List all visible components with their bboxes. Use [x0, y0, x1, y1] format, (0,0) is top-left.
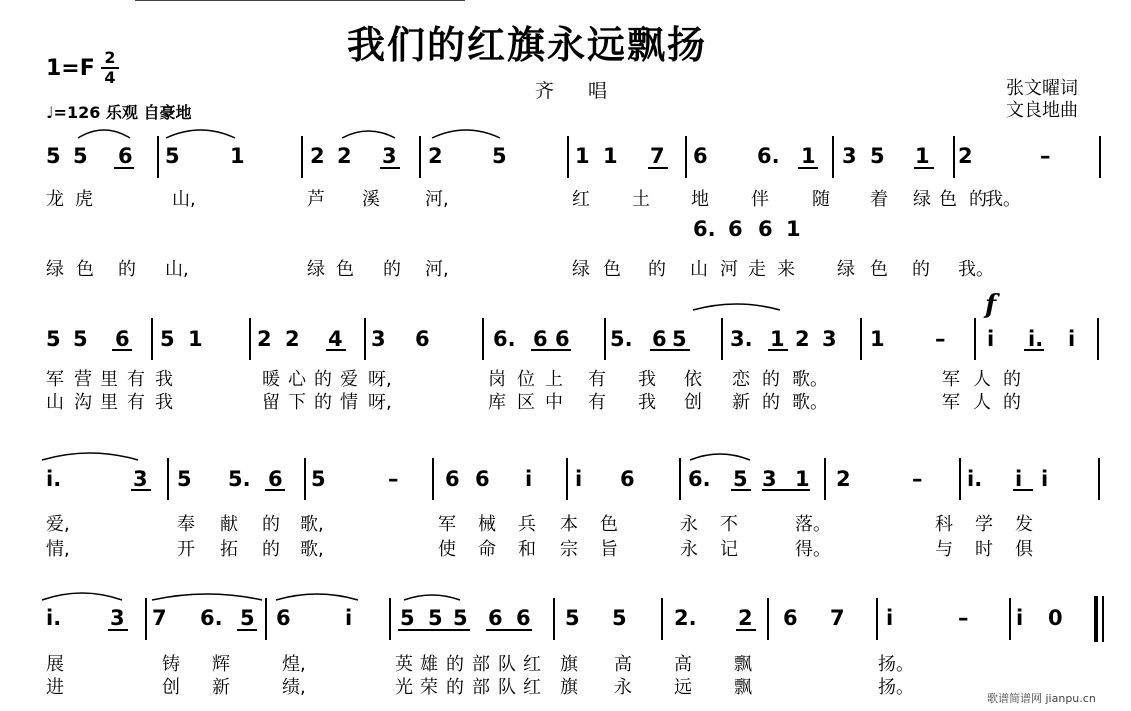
slur: [693, 304, 780, 310]
note: i: [575, 467, 583, 491]
lyric-verse2: 俱: [1015, 539, 1033, 560]
note: 1: [575, 144, 590, 168]
lyric: 岗: [488, 369, 506, 390]
note: –: [1040, 144, 1051, 168]
note: 2: [958, 144, 973, 168]
lyric-verse2: 新: [212, 677, 230, 698]
lyric-verse2: 情,: [46, 539, 70, 560]
lyricist-credit: 张文曜词: [1006, 78, 1078, 99]
lyric-verse2: 山: [46, 392, 64, 413]
slur: [432, 130, 500, 138]
lyric: 献: [220, 514, 238, 535]
lyric-verse2: 进: [46, 677, 64, 698]
note: 2: [310, 144, 325, 168]
lyric-verse2: 部: [472, 677, 490, 698]
lyric: 依: [684, 369, 702, 390]
lyric-verse2: 拓: [220, 539, 238, 560]
note: 7: [830, 606, 845, 630]
lyric: 歌。: [792, 369, 828, 390]
lyric-verse2: 色: [336, 259, 354, 280]
lyric-verse2: 的: [762, 392, 780, 413]
lyric: 落。: [795, 514, 831, 535]
lyric: 队: [498, 654, 516, 675]
lyric-verse2: 绩,: [282, 677, 306, 698]
lyric-verse2: 旨: [600, 539, 618, 560]
alt-note: 6: [758, 217, 773, 241]
lyric: 芦: [307, 189, 325, 210]
lyric: 色: [939, 189, 957, 210]
note: 3: [822, 327, 837, 351]
note: 6.: [200, 606, 223, 630]
lyric: 有: [127, 369, 145, 390]
lyric: 里: [100, 369, 118, 390]
lyric: 永: [680, 514, 698, 535]
note: 5: [46, 144, 61, 168]
note: 6: [783, 606, 798, 630]
lyric: 歌,: [300, 514, 324, 535]
lyric: 飘: [734, 654, 752, 675]
lyric-verse2: 的: [912, 259, 930, 280]
lyric-verse2: 色: [76, 259, 94, 280]
dynamic-forte: f: [985, 290, 997, 320]
note: 6.: [688, 467, 711, 491]
lyric-verse2: 歌。: [792, 392, 828, 413]
note: 3: [110, 606, 125, 630]
slur: [342, 131, 395, 138]
lyric-verse2: 使: [438, 539, 456, 560]
lyric-verse2: 永: [614, 677, 632, 698]
lyric-verse2: 歌,: [300, 539, 324, 560]
lyric: 爱: [340, 369, 358, 390]
lyric: 我。: [985, 189, 1021, 210]
note: 5: [492, 144, 507, 168]
lyric: 奉: [177, 514, 195, 535]
lyric-verse2: 绿: [572, 259, 590, 280]
note: 2: [428, 144, 443, 168]
lyric: 英: [395, 654, 413, 675]
lyric-verse2: 沟: [74, 392, 92, 413]
lyric: 学: [975, 514, 993, 535]
lyric: 色: [600, 514, 618, 535]
note: 5: [73, 327, 88, 351]
note: 6: [555, 327, 570, 351]
lyric-verse2: 光: [395, 677, 413, 698]
lyric-verse2: 区: [517, 392, 535, 413]
lyric-verse2: 我。: [958, 259, 994, 280]
note: i: [1041, 467, 1049, 491]
song-title: 我们的红旗永远飘扬: [347, 23, 708, 67]
lyric-verse2: 开: [177, 539, 195, 560]
lyric: 我: [638, 369, 656, 390]
note: 6: [652, 327, 667, 351]
note: 5: [165, 144, 180, 168]
lyric: 红: [572, 189, 590, 210]
lyric: 展: [46, 654, 64, 675]
lyric-verse2: 永: [680, 539, 698, 560]
lyric: 爱,: [46, 514, 70, 535]
note: 1: [795, 467, 810, 491]
note: 3: [133, 467, 148, 491]
note: –: [388, 467, 399, 491]
lyric: 的: [314, 369, 332, 390]
lyric: 营: [74, 369, 92, 390]
slur: [152, 594, 262, 600]
slur: [276, 594, 358, 600]
note: 5: [177, 467, 192, 491]
lyric-verse2: 走: [748, 259, 766, 280]
lyric-verse2: 绿: [307, 259, 325, 280]
note: 7: [152, 606, 167, 630]
lyric: 溪: [362, 189, 380, 210]
note: 2.: [674, 606, 697, 630]
note: 6: [276, 606, 291, 630]
note: 5: [240, 606, 255, 630]
lyric: 随: [812, 189, 830, 210]
note: 5: [428, 606, 443, 630]
note: 4: [328, 327, 343, 351]
lyric: 心: [288, 369, 306, 390]
lyric: 兵: [518, 514, 536, 535]
time-signature-top: 2: [104, 48, 116, 67]
note: 5: [453, 606, 468, 630]
note: –: [912, 467, 923, 491]
note: 3: [382, 144, 397, 168]
note: 1: [603, 144, 618, 168]
lyric-verse2: 的: [118, 259, 136, 280]
lyric: 的: [1003, 369, 1021, 390]
note: 6.: [493, 327, 516, 351]
key-signature: 1=F: [46, 56, 95, 81]
note: 5: [565, 606, 580, 630]
note: 5: [672, 327, 687, 351]
lyric-verse2: 里: [100, 392, 118, 413]
lyric: 绿: [913, 189, 931, 210]
lyric: 的: [762, 369, 780, 390]
lyric-verse2: 中: [545, 392, 563, 413]
note: i.: [46, 606, 62, 630]
lyric-verse2: 创: [684, 392, 702, 413]
note: 5.: [228, 467, 251, 491]
note: 6.: [757, 144, 780, 168]
note: 1: [230, 144, 245, 168]
lyric: 军: [46, 369, 64, 390]
lyric-verse2: 留: [262, 392, 280, 413]
lyric: 上: [545, 369, 563, 390]
lyric-verse2: 军: [942, 392, 960, 413]
lyric-verse2: 荣: [420, 677, 438, 698]
lyric: 人: [973, 369, 991, 390]
note: 1: [801, 144, 816, 168]
composer-credit: 文良地曲: [1006, 100, 1078, 121]
lyric-verse2: 宗: [560, 539, 578, 560]
lyric: 辉: [212, 654, 230, 675]
note: 6: [415, 327, 430, 351]
note: 2: [337, 144, 352, 168]
lyric: 本: [560, 514, 578, 535]
note: –: [935, 327, 946, 351]
note: 5: [311, 467, 326, 491]
note: i.: [1028, 327, 1044, 351]
note: 2: [285, 327, 300, 351]
note: 3: [762, 467, 777, 491]
lyric-verse2: 色: [870, 259, 888, 280]
lyric: 的: [969, 189, 987, 210]
lyric-verse2: 的: [314, 392, 332, 413]
lyric: 着: [870, 189, 888, 210]
lyric-verse2: 库: [488, 392, 506, 413]
lyric: 高: [614, 654, 632, 675]
note: 6: [693, 144, 708, 168]
watermark: 歌谱简谱网 jianpu.cn: [987, 692, 1096, 705]
note: 1: [770, 327, 785, 351]
note: 6: [268, 467, 283, 491]
note: 5: [160, 327, 175, 351]
note: 1: [915, 144, 930, 168]
lyric-verse2: 呀,: [368, 392, 392, 413]
lyric-verse2: 得。: [795, 539, 831, 560]
note: 5: [612, 606, 627, 630]
note: 6: [488, 606, 503, 630]
lyric: 扬。: [878, 654, 914, 675]
lyric-verse2: 新: [732, 392, 750, 413]
note: 5: [73, 144, 88, 168]
lyric: 土: [632, 189, 650, 210]
lyric-verse2: 的: [262, 539, 280, 560]
note: i: [1016, 606, 1024, 630]
note: 7: [650, 144, 665, 168]
note: 6: [118, 144, 133, 168]
note: 2: [738, 606, 753, 630]
lyric: 雄: [420, 654, 438, 675]
note: i: [886, 606, 894, 630]
lyric-verse2: 记: [720, 539, 738, 560]
slur: [404, 595, 460, 600]
note: 6: [475, 467, 490, 491]
slur: [42, 593, 122, 600]
slur: [166, 130, 235, 138]
note: i.: [46, 467, 62, 491]
lyric: 伴: [751, 189, 769, 210]
tempo-marking: ♩=126 乐观 自豪地: [46, 103, 192, 122]
lyric-verse2: 山: [690, 259, 708, 280]
lyric-verse2: 情: [340, 392, 358, 413]
note: 3: [371, 327, 386, 351]
lyric: 旗: [560, 654, 578, 675]
lyric-verse2: 河: [720, 259, 738, 280]
lyric: 军: [438, 514, 456, 535]
lyric-verse2: 的: [446, 677, 464, 698]
note: 6: [445, 467, 460, 491]
lyric-verse2: 有: [127, 392, 145, 413]
alt-note: 6: [728, 217, 743, 241]
slur: [78, 130, 130, 138]
lyric: 河,: [425, 189, 449, 210]
note: 2: [836, 467, 851, 491]
lyric: 的: [446, 654, 464, 675]
note: i: [987, 327, 995, 351]
lyric-verse2: 远: [674, 677, 692, 698]
note: 1: [870, 327, 885, 351]
lyric-verse2: 有: [588, 392, 606, 413]
lyric: 地: [691, 189, 709, 210]
lyric-verse2: 我: [638, 392, 656, 413]
lyric: 山,: [172, 189, 196, 210]
lyric-verse2: 来: [777, 259, 795, 280]
note: 6: [620, 467, 635, 491]
lyric-verse2: 创: [162, 677, 180, 698]
lyric: 呀,: [368, 369, 392, 390]
lyric: 的: [262, 514, 280, 535]
alt-note: 6.: [693, 217, 716, 241]
lyric-verse2: 与: [935, 539, 953, 560]
lyric-verse2: 山,: [165, 259, 189, 280]
slur: [42, 453, 138, 460]
note: i: [1015, 467, 1023, 491]
lyric-verse2: 绿: [837, 259, 855, 280]
note: 6: [533, 327, 548, 351]
note: i: [1068, 327, 1076, 351]
lyric-verse2: 下: [288, 392, 306, 413]
note: 5: [870, 144, 885, 168]
note: 5.: [610, 327, 633, 351]
lyric: 龙: [46, 189, 64, 210]
lyric-verse2: 我: [155, 392, 173, 413]
lyric-verse2: 时: [975, 539, 993, 560]
lyric-verse2: 和: [518, 539, 536, 560]
note: 6: [115, 327, 130, 351]
lyric: 不: [720, 514, 738, 535]
lyric: 红: [523, 654, 541, 675]
lyric-verse2: 人: [973, 392, 991, 413]
note: –: [958, 606, 969, 630]
lyric-verse2: 色: [603, 259, 621, 280]
lyric: 高: [674, 654, 692, 675]
lyric-verse2: 扬。: [878, 677, 914, 698]
note: 0: [1048, 606, 1063, 630]
note: 3.: [730, 327, 753, 351]
lyric-verse2: 的: [1003, 392, 1021, 413]
lyric: 有: [588, 369, 606, 390]
lyric-verse2: 河,: [425, 259, 449, 280]
lyric: 我: [155, 369, 173, 390]
lyric: 虎: [75, 189, 93, 210]
time-signature-bottom: 4: [104, 68, 116, 87]
slur: [690, 454, 750, 460]
note: 3: [842, 144, 857, 168]
note: 2: [795, 327, 810, 351]
note: i: [345, 606, 353, 630]
lyric: 恋: [732, 369, 750, 390]
lyric-verse2: 的: [648, 259, 666, 280]
lyric: 械: [478, 514, 496, 535]
lyric: 煌,: [282, 654, 306, 675]
lyric: 部: [472, 654, 490, 675]
note: 5: [400, 606, 415, 630]
note: 6: [516, 606, 531, 630]
lyric-verse2: 红: [523, 677, 541, 698]
lyric-verse2: 绿: [46, 259, 64, 280]
note: i: [525, 467, 533, 491]
lyric: 科: [935, 514, 953, 535]
lyric: 军: [942, 369, 960, 390]
note: i.: [967, 467, 983, 491]
lyric-verse2: 飘: [734, 677, 752, 698]
alt-note: 1: [786, 217, 801, 241]
lyric: 发: [1015, 514, 1033, 535]
performance-type: 齐 唱: [535, 80, 622, 102]
lyric: 暖: [262, 369, 280, 390]
lyric: 位: [517, 369, 535, 390]
lyric: 铸: [162, 654, 180, 675]
lyric-verse2: 旗: [560, 677, 578, 698]
note: 2: [257, 327, 272, 351]
note: 1: [188, 327, 203, 351]
lyric-verse2: 命: [478, 539, 496, 560]
note: 5: [46, 327, 61, 351]
lyric-verse2: 队: [498, 677, 516, 698]
lyric-verse2: 的: [383, 259, 401, 280]
note: 5: [733, 467, 748, 491]
